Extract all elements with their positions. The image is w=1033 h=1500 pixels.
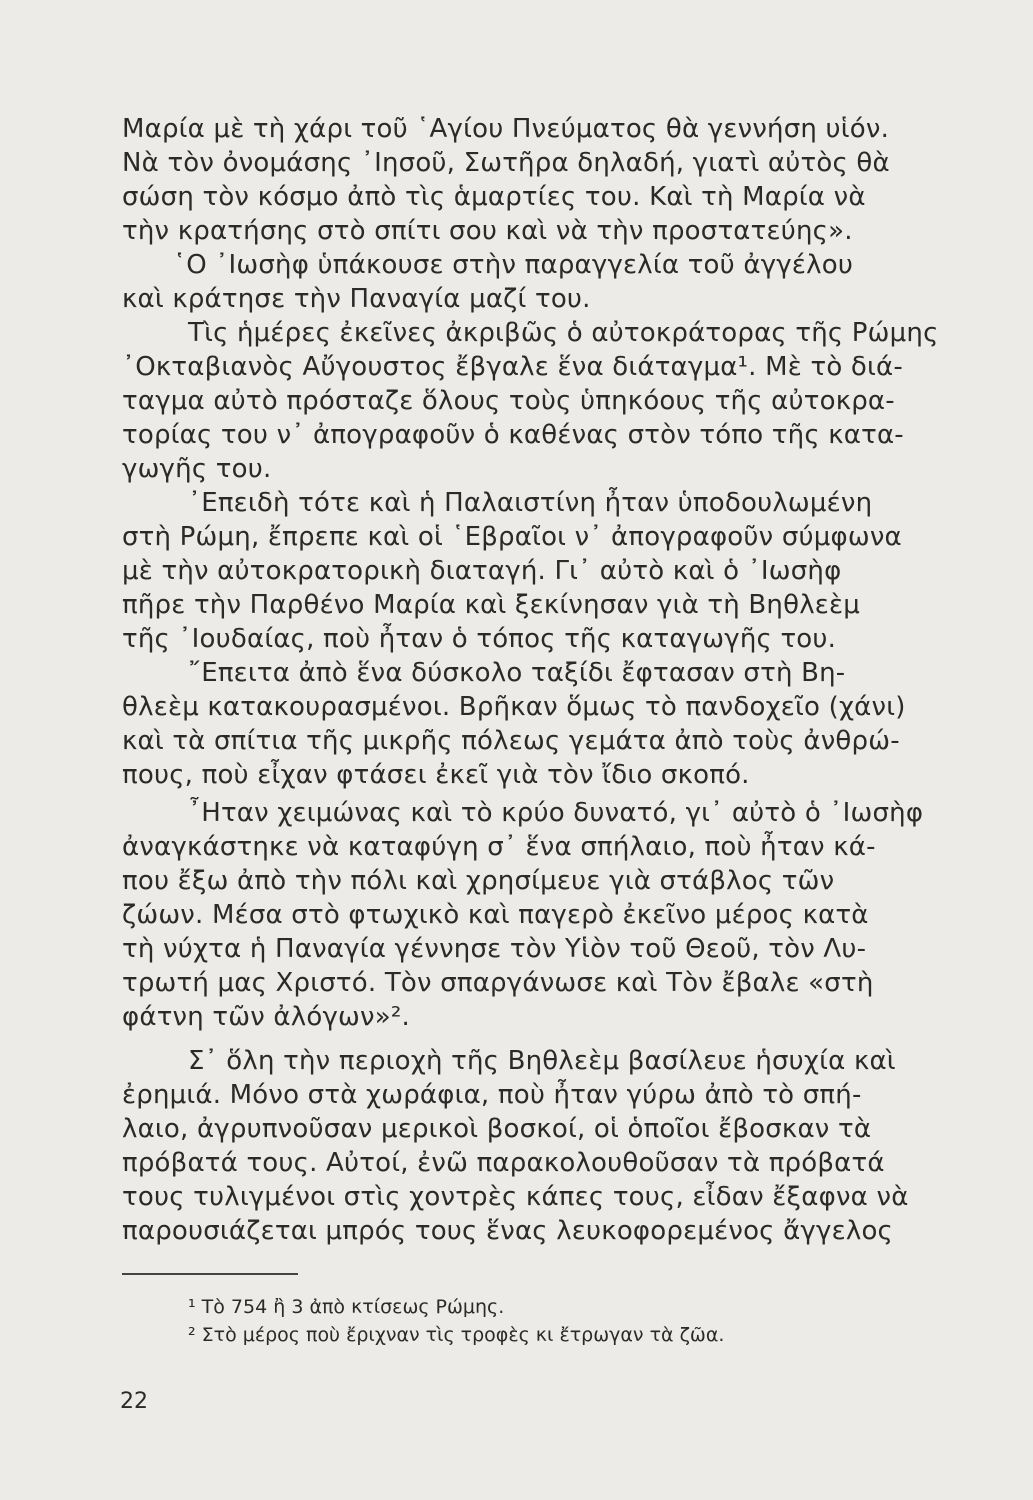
text-line: θλεὲμ κατακουρασμένοι. Βρῆκαν ὅμως τὸ πανδοχεῖο (χάνι) [122,692,906,722]
text-line: Νὰ τὸν ὀνομάσης ᾿Ιησοῦ, Σωτῆρα δηλαδή, γιατὶ αὐτὸς θὰ [122,148,890,178]
text-line: τορίας του ν᾿ ἀπογραφοῦν ὁ καθένας στὸν τόπο τῆς κατα- [122,420,904,450]
text-line: παρουσιάζεται μπρός τους ἕνας λευκοφορεμένος ἄγγελος [122,1216,894,1246]
text-line: ᾿Επειδὴ τότε καὶ ἡ Παλαιστίνη ἦταν ὑποδουλωμένη [188,488,873,518]
footnote-1: ¹ Τὸ 754 ἢ 3 ἀπὸ κτίσεως Ρώμης. [188,1296,505,1318]
text-line: ῾Ο ᾿Ιωσὴφ ὑπάκουσε στὴν παραγγελία τοῦ ἀγγέλου [173,250,854,280]
text-line: τους τυλιγμένοι στὶς χοντρὲς κάπες τους, εἶδαν ἔξαφνα νὰ [122,1182,909,1212]
text-line: πους, ποὺ εἶχαν φτάσει ἐκεῖ γιὰ τὸν ἴδιο σκοπό. [122,760,750,790]
text-line: τὴ νύχτα ἡ Παναγία γέννησε τὸν Υἱὸν τοῦ Θεοῦ, τὸν Λυ- [122,934,867,964]
text-line: που ἔξω ἀπὸ τὴν πόλι καὶ χρησίμευε γιὰ στάβλος τῶν [122,866,835,896]
text-line: τῆς ᾿Ιουδαίας, ποὺ ἦταν ὁ τόπος τῆς καταγωγῆς του. [122,624,837,654]
footnote-divider [122,1273,298,1275]
footnote-2: ² Στὸ μέρος ποὺ ἔριχναν τὶς τροφὲς κι ἔτρωγαν τὰ ζῶα. [188,1324,725,1346]
text-line: ῏Ηταν χειμώνας καὶ τὸ κρύο δυνατό, γι᾿ αὐτὸ ὁ ᾿Ιωσὴφ [188,798,924,828]
text-line: γωγῆς του. [122,454,272,484]
text-line: πρόβατά τους. Αὐτοί, ἐνῶ παρακολουθοῦσαν τὰ πρόβατά [122,1148,885,1178]
text-line: ἀναγκάστηκε νὰ καταφύγη σ᾿ ἕνα σπήλαιο, ποὺ ἦταν κά- [122,832,876,862]
text-line: σώση τὸν κόσμο ἀπὸ τὶς ἁμαρτίες του. Καὶ τὴ Μαρία νὰ [122,182,866,212]
text-line: ᾿Οκταβιανὸς Αὔγουστος ἔβγαλε ἕνα διάταγμα¹. Μὲ τὸ διά- [122,352,903,382]
text-line: ῎Επειτα ἀπὸ ἕνα δύσκολο ταξίδι ἔφτασαν στὴ Βη- [188,658,846,688]
text-line: φάτνη τῶν ἀλόγων»². [122,1002,410,1032]
text-line: στὴ Ρώμη, ἔπρεπε καὶ οἱ ῾Εβραῖοι ν᾿ ἀπογραφοῦν σύμφωνα [122,522,902,552]
text-line: ταγμα αὐτὸ πρόσταζε ὅλους τοὺς ὑπηκόους τῆς αὐτοκρα- [122,386,895,416]
text-line: Μαρία μὲ τὴ χάρι τοῦ ῾Αγίου Πνεύματος θὰ γεννήση υἱόν. [122,114,890,144]
text-line: καὶ κράτησε τὴν Παναγία μαζί του. [122,284,591,314]
text-line: ζώων. Μέσα στὸ φτωχικὸ καὶ παγερὸ ἐκεῖνο μέρος κατὰ [122,900,869,930]
text-line: Σ᾿ ὅλη τὴν περιοχὴ τῆς Βηθλεὲμ βασίλευε ἡσυχία καὶ [188,1046,896,1076]
text-line: μὲ τὴν αὐτοκρατορικὴ διαταγή. Γι᾿ αὐτὸ καὶ ὁ ᾿Ιωσὴφ [122,556,842,586]
text-line: τρωτή μας Χριστό. Τὸν σπαργάνωσε καὶ Τὸν ἔβαλε «στὴ [122,968,874,998]
text-line: πῆρε τὴν Παρθένο Μαρία καὶ ξεκίνησαν γιὰ τὴ Βηθλεὲμ [122,590,861,620]
text-line: καὶ τὰ σπίτια τῆς μικρῆς πόλεως γεμάτα ἀπὸ τοὺς ἀνθρώ- [122,726,900,756]
text-line: ἐρημιά. Μόνο στὰ χωράφια, ποὺ ἦταν γύρω ἀπὸ τὸ σπή- [122,1080,862,1110]
page-number: 22 [120,1389,148,1414]
text-line: Τὶς ἡμέρες ἐκεῖνες ἀκριβῶς ὁ αὐτοκράτορας τῆς Ρώμης [188,318,939,348]
text-line: λαιο, ἀγρυπνοῦσαν μερικοὶ βοσκοί, οἱ ὁποῖοι ἔβοσκαν τὰ [122,1114,872,1144]
text-line: τὴν κρατήσης στὸ σπίτι σου καὶ νὰ τὴν προστατεύης». [122,216,853,246]
